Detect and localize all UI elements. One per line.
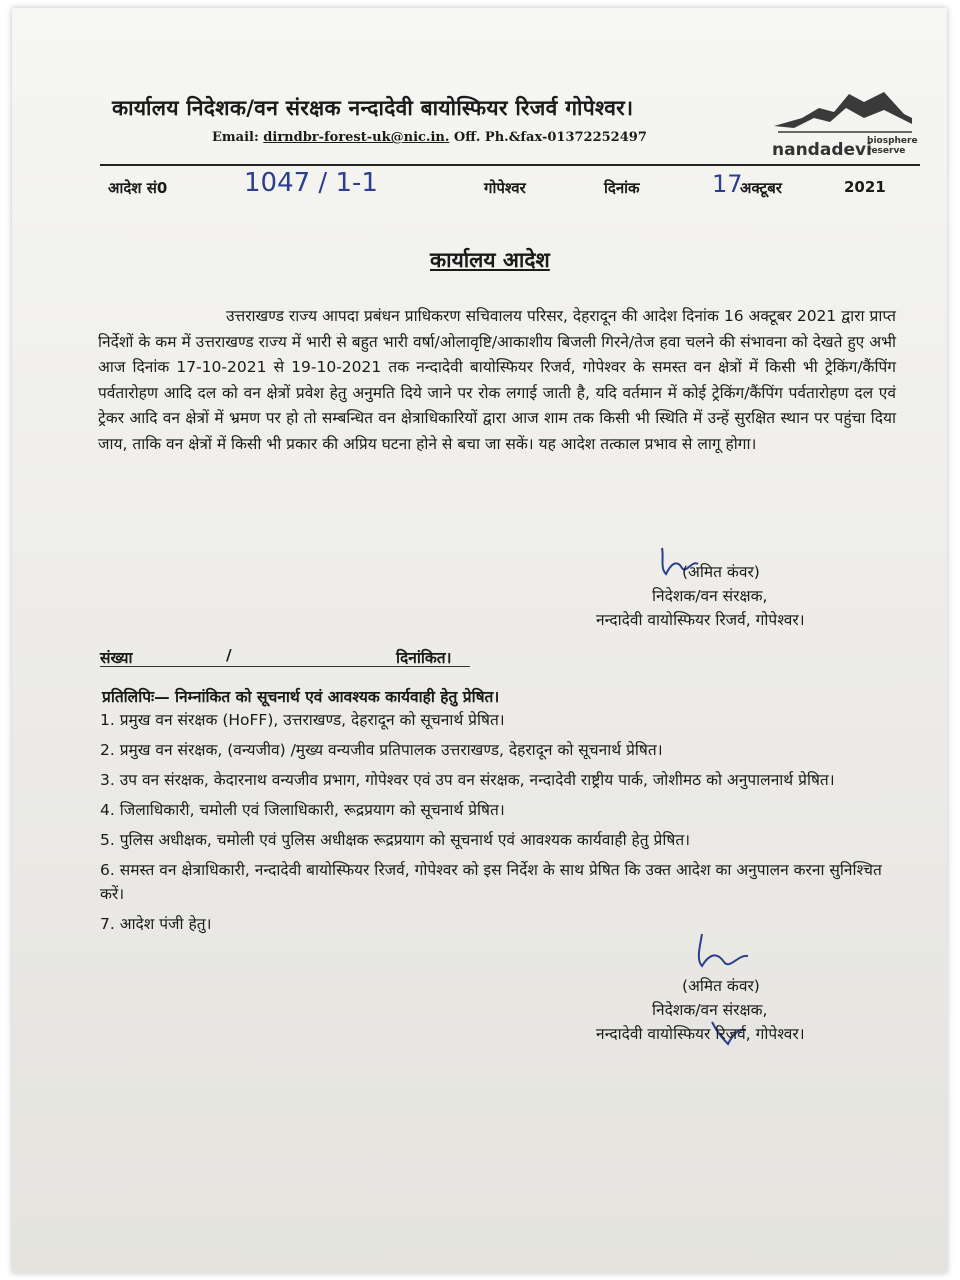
logo-subtitle: biosphere reserve — [867, 136, 918, 156]
signatory-name: (अमित कंवर) — [682, 563, 760, 581]
order-title: कार्यालय आदेश — [430, 248, 550, 272]
email-label: Email: — [212, 130, 259, 145]
signatory-block-2 — [590, 974, 805, 1046]
number-underline — [100, 666, 470, 667]
place: गोपेश्वर — [484, 179, 526, 197]
list-item: 5. पुलिस अधीक्षक, चमोली एवं पुलिस अधीक्षक रूद्रप्रयाग को सूचनार्थ एवं आवश्यक कार्यवाही हेतु प्रेषित। — [100, 831, 691, 849]
list-item: 7. आदेश पंजी हेतु। — [100, 915, 212, 933]
signatory-office: नन्दादेवी वायोस्फियर रिजर्व, गोपेश्वर। — [596, 611, 805, 629]
date-day: 17 — [712, 170, 743, 198]
signatory-name: (अमित कंवर) — [682, 977, 760, 995]
contact-line — [212, 130, 647, 145]
list-item: 2. प्रमुख वन संरक्षक, (वन्यजीव) /मुख्य वन्यजीव प्रतिपालक उत्तराखण्ड, देहरादून को सूचनार्थ प्रेषित। — [100, 741, 663, 759]
copy-heading: प्रतिलिपिः— निम्नांकित को सूचनार्थ एवं आवश्यक कार्यवाही हेतु प्रेषित। — [102, 688, 500, 706]
logo-wordmark: nandadevi — [772, 140, 872, 160]
list-item: 6. समस्त वन क्षेत्राधिकारी, नन्दादेवी बायोस्फियर रिजर्व, गोपेश्वर को इस निर्देश के साथ प्रेषित कि उक्त आदेश का अनुपालन करना सुनिश्चित करें। — [100, 861, 882, 903]
phone-fax: Off. Ph.&fax-01372252497 — [453, 130, 647, 145]
email-address: dirndbr-forest-uk@nic.in. — [263, 130, 450, 145]
number-label: संख्या — [100, 649, 133, 667]
order-number: 1047 / 1-1 — [244, 168, 378, 198]
copy-list — [100, 708, 900, 942]
date-month: अक्टूबर — [740, 179, 782, 197]
number-slash: / — [226, 646, 232, 664]
signatory-designation: निदेशक/वन संरक्षक, — [652, 1001, 768, 1019]
list-item: 1. प्रमुख वन संरक्षक (HoFF), उत्तराखण्ड, देहरादून को सूचनार्थ प्रेषित। — [100, 711, 505, 729]
dated-label: दिनांकित। — [396, 649, 452, 667]
header-divider — [100, 164, 920, 166]
order-body — [98, 304, 896, 457]
signatory-office: नन्दादेवी वायोस्फियर रिजर्व, गोपेश्वर। — [596, 1025, 805, 1043]
list-item: 4. जिलाधिकारी, चमोली एवं जिलाधिकारी, रूद्रप्रयाग को सूचनार्थ प्रेषित। — [100, 801, 505, 819]
signatory-block — [590, 560, 805, 632]
document-page — [12, 8, 947, 1273]
signatory-designation: निदेशक/वन संरक्षक, — [652, 587, 768, 605]
office-title: कार्यालय निदेशक/वन संरक्षक नन्दादेवी बायोस्फियर रिजर्व गोपेश्वर। — [112, 96, 634, 120]
date-year: 2021 — [844, 178, 886, 196]
list-item: 3. उप वन संरक्षक, केदारनाथ वन्यजीव प्रभाग, गोपेश्वर एवं उप वन संरक्षक, नन्दादेवी राष्ट्रीय पार्क, जोशीमठ को अनुपालनार्थ प्रेषित। — [100, 771, 835, 789]
order-paragraph: उत्तराखण्ड राज्य आपदा प्रबंधन प्राधिकरण सचिवालय परिसर, देहरादून की आदेश दिनांक 16 अक्टूबर 2021 द्वारा प्राप्त निर्देशों के कम में उत्तराखण्ड राज्य में भारी से बहुत भारी वर्षा/ओलावृष्टि/आकाशीय बिजली गिरने/तेज हवा चलने की संभावना को देखते हुए अभी आज दिनांक 17-10-2021 से 19-10-2021 तक नन्दादेवी बायोस्फियर रिजर्व, गोपेश्वर के समस्त वन क्षेत्रों में किसी भी ट्रेकिंग/कैंपिंग पर्वतारोहण आदि दल को वन क्षेत्रों प्रवेश हेतु अनुमति दिये जाने पर रोक लगाई जाती है, यदि वर्तमान में कोई ट्रेकिंग/कैंपिंग पर्वतारोहण दल एवं ट्रेकर आदि वन क्षेत्रों में भ्रमण पर हो तो सम्बन्धित वन क्षेत्राधिकारियों द्वारा आज शाम तक किसी भी स्थिति में उन्हें सुरक्षित स्थान पर पहुंचा दिया जाय, ताकि वन क्षेत्रों में किसी भी प्रकार की अप्रिय घटना होने से बचा जा सकें। यह आदेश तत्काल प्रभाव से लागू होगा। — [98, 307, 896, 453]
order-number-label: आदेश सं0 — [108, 179, 168, 197]
date-label: दिनांक — [604, 179, 640, 197]
